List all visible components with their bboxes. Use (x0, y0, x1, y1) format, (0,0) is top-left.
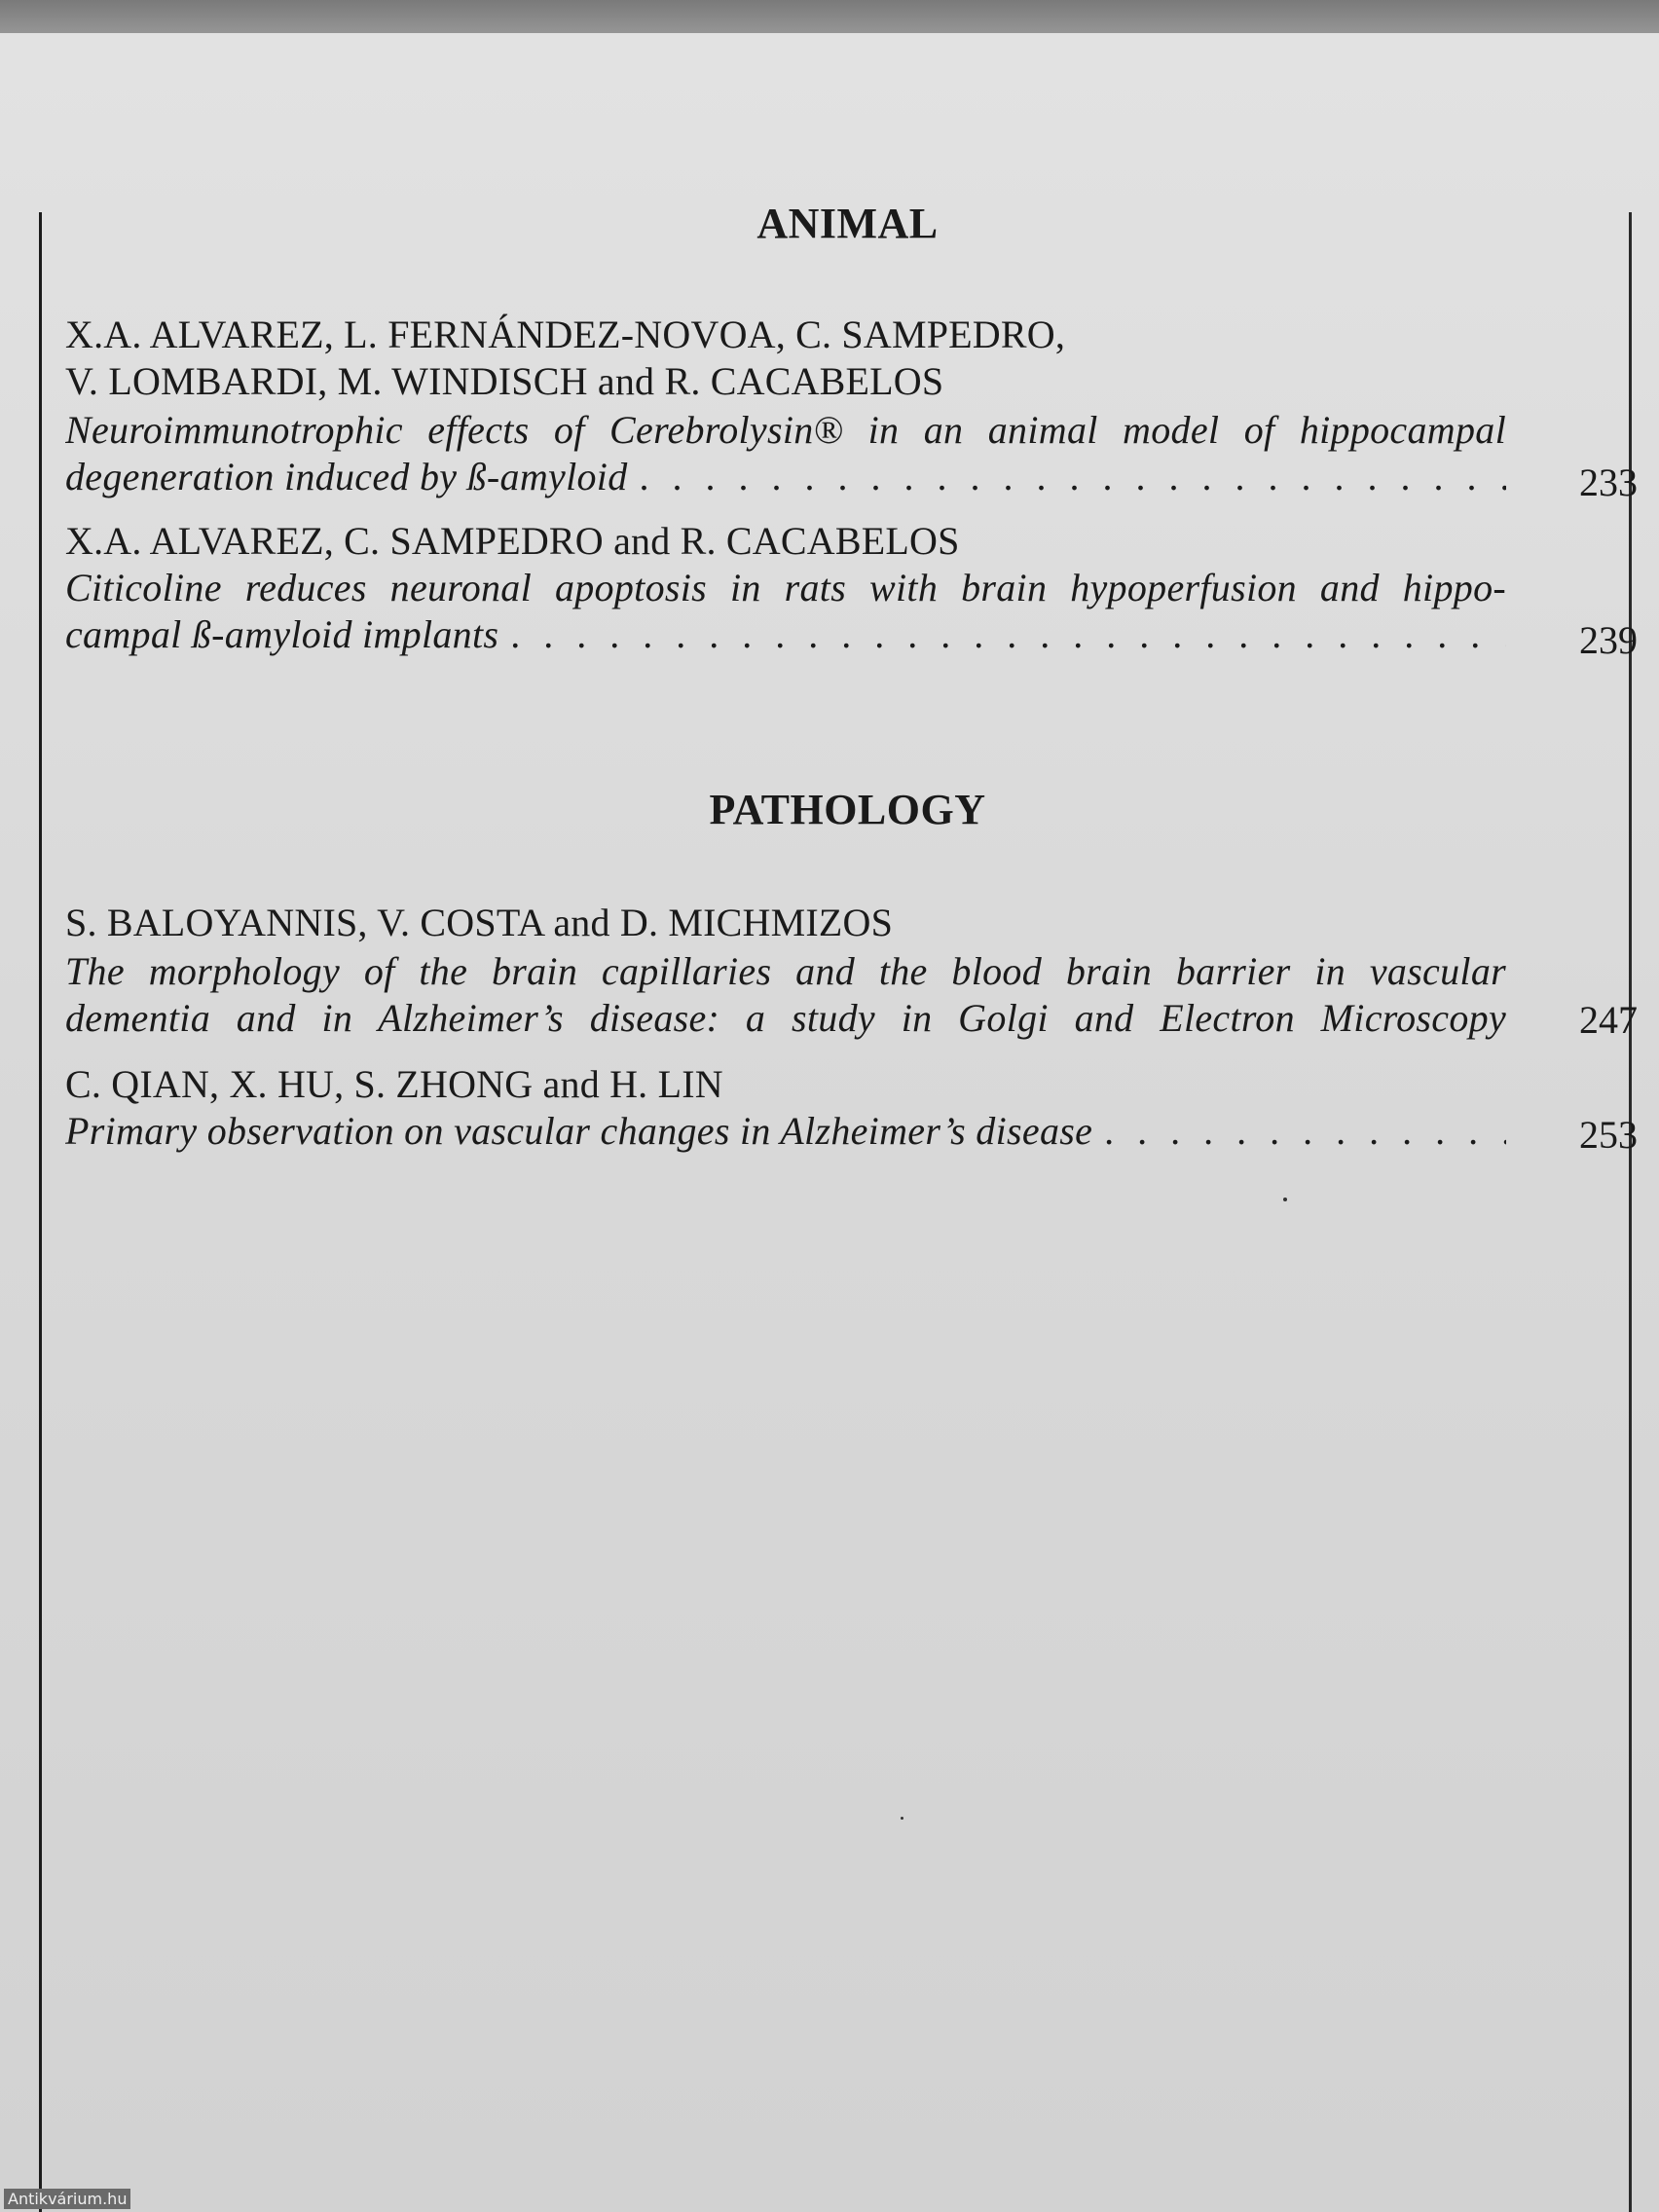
entry-title-line (65, 454, 1506, 499)
entry-title-line (65, 1108, 1506, 1154)
entry-title-text: dementia and in Alzheimer’s disease: a study in Golgi and Electron Microscopy (65, 996, 1506, 1040)
entry-authors-line: S. BALOYANNIS, V. COSTA and D. MICHMIZOS (65, 901, 894, 944)
section-heading-pathology: PATHOLOGY (709, 786, 986, 833)
entry-title-line (65, 948, 1506, 994)
entry-page-number: 233 (1579, 461, 1638, 504)
entry-title-line (65, 995, 1506, 1041)
right-margin-rule (1629, 212, 1632, 2212)
print-speck (901, 1817, 903, 1820)
entry-title-line (65, 611, 1506, 657)
watermark: Antikvárium.hu (4, 2189, 130, 2209)
entry-title-text: Citicoline reduces neuronal apoptosis in rats with brain hypoperfusion and hippo- (65, 566, 1506, 609)
section-heading-animal: ANIMAL (756, 200, 939, 247)
print-speck (1283, 1198, 1287, 1201)
entry-page-number: 253 (1579, 1113, 1638, 1157)
entry-title-line (65, 407, 1506, 453)
entry-title-text: The morphology of the brain capillaries and the blood brain barrier in vascular (65, 949, 1506, 993)
entry-authors-line: X.A. ALVAREZ, L. FERNÁNDEZ-NOVOA, C. SAMPEDRO, (65, 313, 1066, 356)
dot-leader (628, 454, 1506, 499)
entry-title-text: Primary observation on vascular changes in Alzheimer’s disease (65, 1109, 1093, 1153)
entry-page-number: 239 (1579, 618, 1638, 662)
entry-title-text: campal ß-amyloid implants (65, 612, 499, 656)
entry-authors-line: V. LOMBARDI, M. WINDISCH and R. CACABELOS (65, 359, 944, 403)
dot-leader (1092, 1108, 1506, 1154)
dot-leader (498, 611, 1506, 657)
left-margin-rule (39, 212, 42, 2212)
entry-title-line (65, 565, 1506, 610)
entry-page-number: 247 (1579, 998, 1638, 1042)
entry-title-text: degeneration induced by ß-amyloid (65, 455, 628, 498)
entry-title-text: Neuroimmunotrophic effects of Cerebrolysin® in an animal model of hippocampal (65, 408, 1506, 452)
entry-authors-line: C. QIAN, X. HU, S. ZHONG and H. LIN (65, 1062, 723, 1106)
entry-authors-line: X.A. ALVAREZ, C. SAMPEDRO and R. CACABELOS (65, 519, 960, 563)
document-page (0, 33, 1659, 2212)
